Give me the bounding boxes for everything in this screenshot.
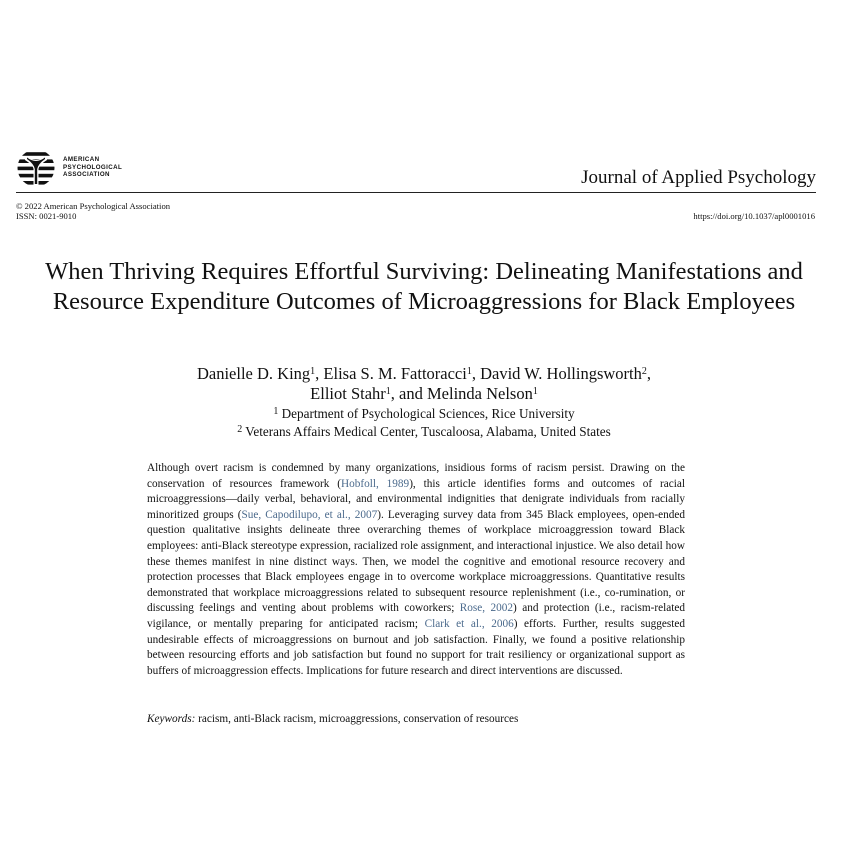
publication-meta: [16, 202, 170, 221]
author-affiliation-mark: 1: [385, 386, 391, 397]
apa-emblem-icon: [16, 149, 58, 187]
keywords-list: racism, anti-Black racism, microaggressions, conservation of resources: [198, 713, 519, 725]
issn: ISSN: 0021-9010: [16, 210, 77, 221]
journal-header: [16, 147, 816, 193]
apa-wordmark: [63, 156, 122, 179]
author-separator: , and: [390, 384, 427, 403]
article-title: When Thriving Requires Effortful Surviving: Delineating Manifestations and Resource Expenditure Outcomes of Microaggressions for Black Employees: [45, 258, 803, 315]
affiliation-item: [40, 423, 808, 441]
affiliation-number: 1: [273, 406, 279, 417]
citation-link[interactable]: Sue, Capodilupo, et al., 2007: [241, 508, 378, 521]
author-affiliation-mark: 1: [310, 366, 316, 377]
affiliations: [40, 405, 808, 440]
logo-line: PSYCHOLOGICAL: [63, 163, 123, 171]
author-name: Melinda Nelson: [426, 384, 533, 403]
logo-line: AMERICAN: [63, 156, 100, 163]
author-list: [40, 364, 808, 404]
abstract-text: Although overt racism is condemned by many organizations, insidious forms of racism persist. Drawing on the conservation of resources framework (: [147, 462, 685, 490]
affiliation-text: Department of Psychological Sciences, Rice University: [281, 406, 575, 421]
abstract-text: ), this article identifies forms and outcomes of racial microaggressions—daily verbal, behavioral, and environmental indignities that denigrate individuals from racially minoritized groups (: [147, 477, 686, 521]
journal-name: Journal of Applied Psychology: [581, 167, 816, 188]
author-affiliation-mark: 1: [466, 366, 472, 377]
affiliation-item: [40, 405, 808, 423]
affiliation-number: 2: [237, 423, 243, 435]
header-divider: [16, 192, 816, 193]
author-separator: ,: [646, 364, 652, 383]
author-affiliation-mark: 1: [532, 386, 538, 397]
abstract-text: ) efforts. Further, results suggested undesirable effects of microaggressions on burnout and job satisfaction. Finally, we found a positive relationship between resourcing efforts and job satisfaction but found no support for trait resiliency or organizational support as buffers of microaggression effects. Implications for future research and direct interventions are discussed.: [147, 617, 686, 677]
copyright: © 2022 American Psychological Association: [16, 201, 171, 211]
keywords-label: Keywords:: [147, 713, 196, 725]
author-name: Elisa S. M. Fattoracci: [323, 364, 467, 383]
author-separator: ,: [471, 364, 481, 383]
author-name: David W. Hollingsworth: [480, 364, 642, 383]
abstract: [147, 461, 685, 679]
apa-logo: [16, 147, 146, 187]
abstract-text: ). Leveraging survey data from 345 Black employees, open-ended question qualitative insights delineate three overarching themes of workplace microaggression toward Black employees: anti-Black stereotype expression, racialized role assignment, and interactional injustice. We also detail how these themes manifest in nine distinct ways. Then, we model the cognitive and emotional resource recovery and protection processes that Black employees engage in to overcome workplace microaggressions. Quantitative results demonstrated that workplace microaggressions related to subsequent resource replenishment (i.e., co-rumination, or discussing feelings and venting about problems with coworkers;: [147, 508, 685, 615]
citation-link[interactable]: Rose, 2002: [459, 602, 514, 615]
author-separator: ,: [315, 364, 324, 383]
author-name: Danielle D. King: [196, 364, 311, 383]
keywords: [147, 712, 685, 728]
author-affiliation-mark: 2: [641, 366, 647, 377]
doi-link[interactable]: https://doi.org/10.1037/apl0001016: [693, 211, 815, 221]
citation-link[interactable]: Clark et al., 2006: [424, 617, 514, 630]
abstract-text: ) and protection (i.e., racism-related vigilance, or mentally preparing for anticipated racism;: [147, 602, 685, 630]
affiliation-text: Veterans Affairs Medical Center, Tuscaloosa, Alabama, United States: [245, 423, 611, 439]
author-name: Elliot Stahr: [310, 384, 386, 403]
logo-line: ASSOCIATION: [63, 171, 110, 179]
citation-link[interactable]: Hobfoll, 1989: [340, 477, 410, 490]
